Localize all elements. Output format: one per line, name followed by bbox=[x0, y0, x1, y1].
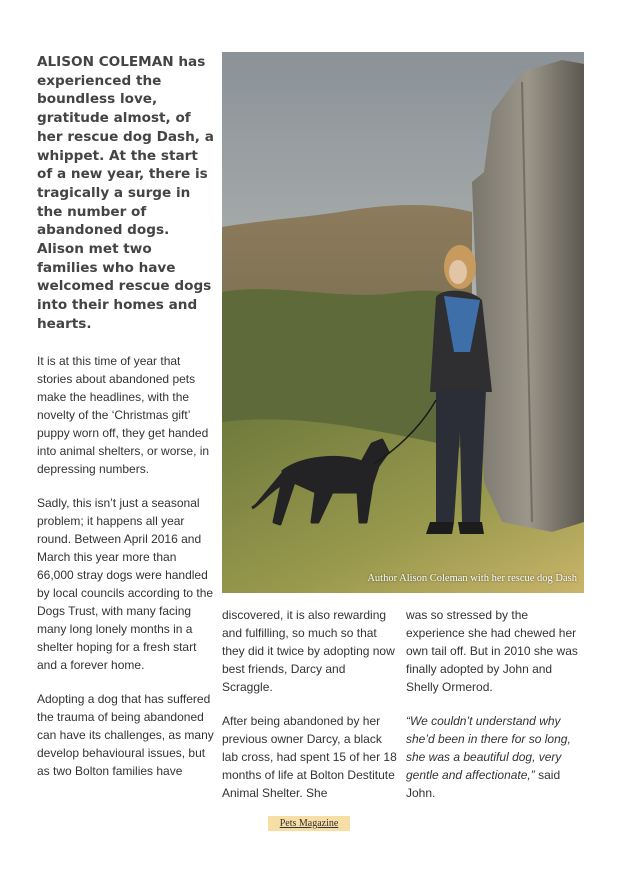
body-paragraph: discovered, it is also rewarding and fulfilling, so much so that they did it twice by adopting now best friends, Darcy and Scraggle. bbox=[222, 608, 395, 694]
column-1 bbox=[37, 352, 215, 796]
lead-author-name: ALISON COLEMAN bbox=[37, 54, 174, 70]
lead-text: has experienced the boundless love, gratitude almost, of her rescue dog Dash, a whippet. At the start of a new year, there is tragically a surge in the number of abandoned dogs. Alison met two families who have welcomed rescue dogs into their homes and hearts. bbox=[37, 54, 214, 332]
body-paragraph: was so stressed by the experience she had chewed her own tail off. But in 2010 she was finally adopted by John and Shelly Ormerod. bbox=[406, 608, 578, 694]
quote-attribution: said John. bbox=[406, 768, 561, 800]
photo-illustration bbox=[222, 52, 584, 593]
lead-paragraph bbox=[37, 53, 215, 334]
footer-label[interactable]: Pets Magazine bbox=[268, 816, 350, 831]
body-paragraph: Adopting a dog that has suffered the trauma of being abandoned can have its challenges, as many develop behavioural issues, but as two Bolton families have bbox=[37, 692, 214, 778]
column-3 bbox=[406, 606, 584, 818]
photo-caption: Author Alison Coleman with her rescue dog Dash bbox=[367, 573, 577, 584]
quote-paragraph bbox=[406, 712, 584, 802]
body-paragraph: After being abandoned by her previous owner Darcy, a black lab cross, had spent 15 of her 18 months of life at Bolton Destitute Animal Shelter. She bbox=[222, 714, 397, 800]
body-paragraph: Sadly, this isn’t just a seasonal problem; it happens all year round. Between April 2016 and March this year more than 66,000 stray dogs were handled by local councils according to the Dogs Trust, with many facing many long lonely months in a shelter hoping for a fresh start and a forever home. bbox=[37, 496, 214, 672]
body-paragraph: It is at this time of year that stories about abandoned pets make the headlines, with the novelty of the ‘Christmas gift’ puppy worn off, they get handed into animal shelters, or worse, in depressing numbers. bbox=[37, 354, 210, 476]
article-photo bbox=[222, 52, 584, 593]
column-2 bbox=[222, 606, 398, 818]
pull-quote: “We couldn’t understand why she’d been in there for so long, she was a beautiful dog, very gentle and affectionate,” bbox=[406, 714, 571, 782]
